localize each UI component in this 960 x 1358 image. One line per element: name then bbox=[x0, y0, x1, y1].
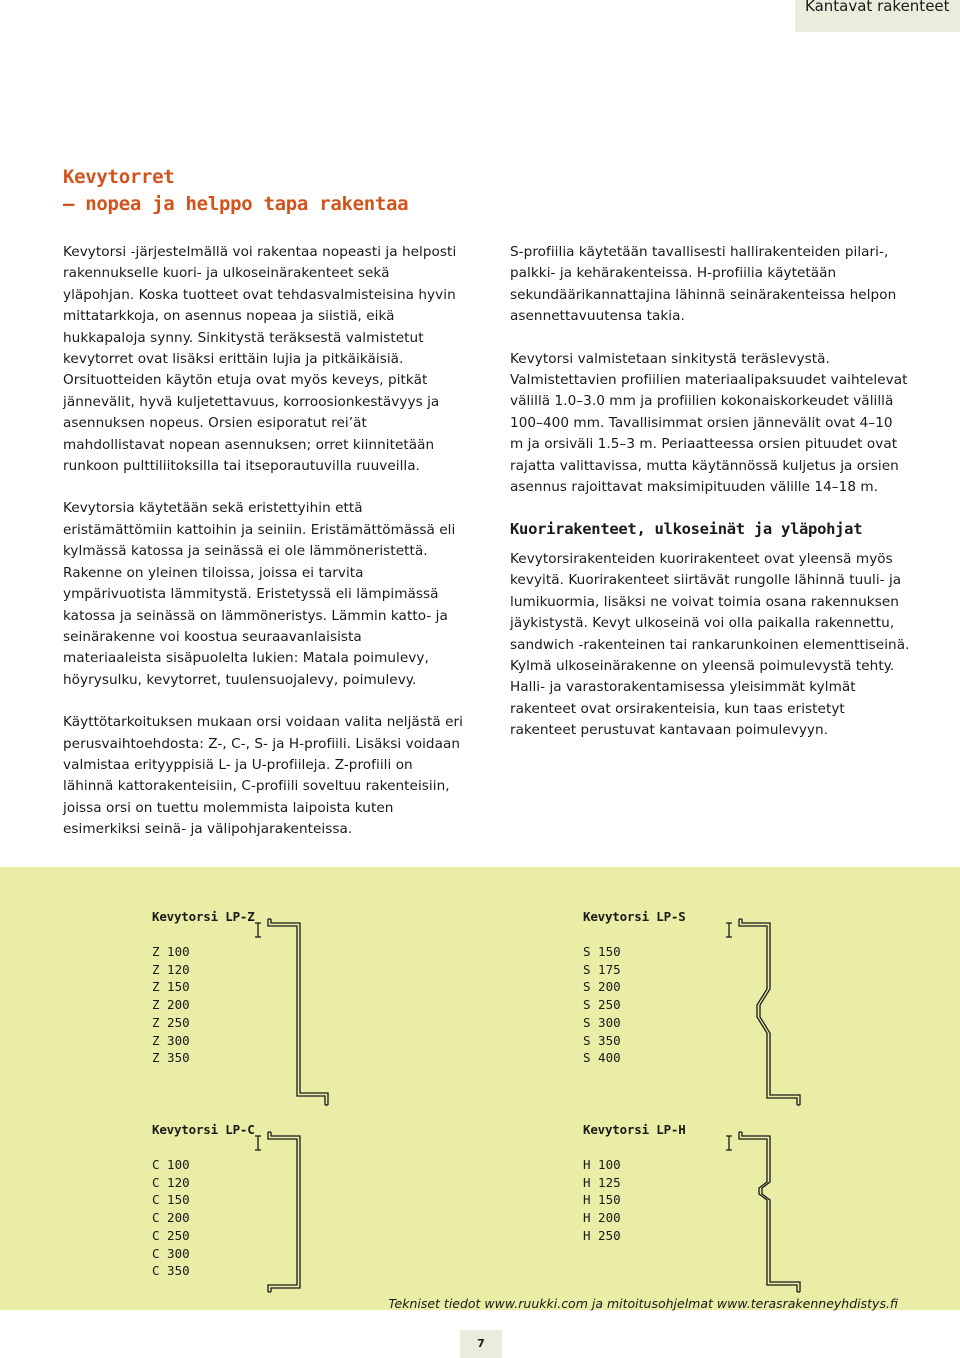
size-item: C 150 bbox=[152, 1192, 190, 1208]
paragraph: Kevytorsi valmistetaan sinkitystä teräslevystä. Valmistettavien profiilien materiaalipaksuudet vaihtelevat välillä 1.0–3.0 mm ja profiilien kokonaiskorkeudet välillä 100–400 mm. Tavallisimmat orsien jännevälit ovat 4–10 m ja orsiväli 1.5–3 m. Periaatteessa orsien pituudet ovat rajatta valittavissa, mutta käytännössä kuljetus ja orsien asennus rajoittavat maksimipituuden välille 14–18 m. bbox=[510, 350, 908, 496]
size-item: C 100 bbox=[152, 1157, 190, 1172]
size-item: S 350 bbox=[583, 1032, 621, 1048]
profile-lp-z bbox=[152, 909, 472, 1119]
size-item: C 250 bbox=[152, 1227, 190, 1243]
paragraph: Kevytorsirakenteiden kuorirakenteet ovat yleensä myös kevyitä. Kuorirakenteet siirtävät rungolle lähinnä tuuli- ja lumikuormia, lisäksi ne voivat toimia osana rakennuksen jäykistystä. Kevyt ulkoseinä voi olla paikalla rakennettu, sandwich -rakenteinen tai rankarunkoinen elementtiseinä. Kylmä ulkoseinärakenne on yleensä poimulevystä tehty. Halli- ja varastorakentamisessa yleisimmät kylmät rakenteet ovat orsirakenteisia, kun taas eristetyt rakenteet perustuvat kantavaan poimulevyyn. bbox=[510, 550, 910, 739]
size-item: C 200 bbox=[152, 1210, 190, 1226]
right-column bbox=[510, 242, 910, 763]
z-profile-icon bbox=[252, 909, 372, 1119]
size-item: S 200 bbox=[583, 979, 621, 995]
left-column bbox=[63, 242, 463, 862]
profile-lp-s bbox=[583, 909, 903, 1119]
size-item: S 150 bbox=[583, 944, 621, 959]
size-item: Z 100 bbox=[152, 944, 190, 959]
profile-title: Kevytorsi LP-C bbox=[152, 1122, 255, 1137]
size-item: C 300 bbox=[152, 1245, 190, 1261]
section-title: Kantavat rakenteet bbox=[805, 0, 950, 15]
size-item: H 150 bbox=[583, 1192, 621, 1208]
paragraph: Käyttötarkoituksen mukaan orsi voidaan valita neljästä eri perusvaihtoehdosta: Z-, C-, S- ja H-profiili. Lisäksi voidaan valmistaa erityyppisiä L- ja U-profiileja. Z-profiili on lähinnä kattorakenteisiin, C-profiili soveltuu rakenteisiin, joissa orsi on tuettu molemmista laipoista kuten esimerkiksi seinä- ja välipohjarakenteissa. bbox=[63, 714, 463, 838]
footer-note: Tekniset tiedot www.ruukki.com ja mitoitusohjelmat www.terasrakenneyhdistys.fi bbox=[388, 1296, 898, 1311]
subheading: Kuorirakenteet, ulkoseinät ja yläpohjat bbox=[510, 520, 863, 539]
size-item: C 120 bbox=[152, 1174, 190, 1190]
size-item: Z 150 bbox=[152, 979, 190, 995]
size-item: Z 200 bbox=[152, 997, 190, 1013]
title-line-2: – nopea ja helppo tapa rakentaa bbox=[63, 193, 409, 215]
size-list bbox=[583, 943, 621, 1067]
size-item: H 125 bbox=[583, 1174, 621, 1190]
c-profile-icon bbox=[252, 1122, 372, 1302]
size-list bbox=[583, 1156, 621, 1245]
size-item: H 200 bbox=[583, 1210, 621, 1226]
size-item: S 250 bbox=[583, 997, 621, 1013]
size-list bbox=[152, 943, 190, 1067]
page-number: 7 bbox=[460, 1330, 502, 1358]
size-item: C 350 bbox=[152, 1263, 190, 1279]
size-list bbox=[152, 1156, 190, 1280]
profile-title: Kevytorsi LP-H bbox=[583, 1122, 686, 1137]
profile-title: Kevytorsi LP-S bbox=[583, 909, 686, 924]
title-line-1: Kevytorret bbox=[63, 166, 175, 188]
size-item: S 400 bbox=[583, 1050, 621, 1066]
paragraph: Kevytorsi -järjestelmällä voi rakentaa nopeasti ja helposti rakennukselle kuori- ja ulkoseinärakenteet sekä yläpohjan. Koska tuotteet ovat tehdasvalmisteisina hyvin mittatarkkoja, on asennus nopeaa ja siistiä, eikä hukkapaloja synny. Sinkitystä teräksestä valmistetut kevytorret ovat lisäksi erittäin lujia ja pitkäikäisiä. Orsituotteiden käytön etuja ovat myös keveys, pitkät jännevälit, hyvä kuljetettavuus, korroosionkestävyys ja asennuksen nopeus. Orsien esiporatut rei’ät mahdollistavat nopean asennuksen; orret kiinnitetään runkoon pulttiliitoksilla tai itseporautuvilla ruuveilla. bbox=[63, 244, 457, 475]
paragraph: Kevytorsia käytetään sekä eristettyihin että eristämättömiin kattoihin ja seiniin. Eristämättömässä eli kylmässä katossa ja seinässä ei ole lämmöneristettä. Rakenne on yleinen tiloissa, joissa ei tarvita ympärivuotista lämmitystä. Eristetyssä eli lämpimässä katossa ja seinässä on lämmöneristys. Lämmin katto- ja seinärakenne voi koostua seuraavanlaisista materiaaleista sisäpuolelta lukien: Matala poimulevy, höyrysulku, kevytorret, tuulensuojalevy, poimulevy. bbox=[63, 500, 456, 688]
size-item: Z 250 bbox=[152, 1014, 190, 1030]
profiles-panel bbox=[0, 867, 960, 1310]
h-profile-icon bbox=[683, 1122, 803, 1302]
size-item: Z 350 bbox=[152, 1050, 190, 1066]
paragraph: S-profiilia käytetään tavallisesti hallirakenteiden pilari-, palkki- ja kehärakenteissa. H-profiilia käytetään sekundäärikannattajina lähinnä seinärakenteissa helpon asennettavuutensa takia. bbox=[510, 244, 897, 325]
size-item: H 100 bbox=[583, 1157, 621, 1172]
profile-title: Kevytorsi LP-Z bbox=[152, 909, 255, 924]
size-item: Z 300 bbox=[152, 1032, 190, 1048]
section-header bbox=[795, 0, 960, 32]
size-item: Z 120 bbox=[152, 961, 190, 977]
s-profile-icon bbox=[683, 909, 803, 1119]
page-title bbox=[63, 164, 408, 218]
size-item: H 250 bbox=[583, 1227, 621, 1243]
size-item: S 175 bbox=[583, 961, 621, 977]
size-item: S 300 bbox=[583, 1014, 621, 1030]
